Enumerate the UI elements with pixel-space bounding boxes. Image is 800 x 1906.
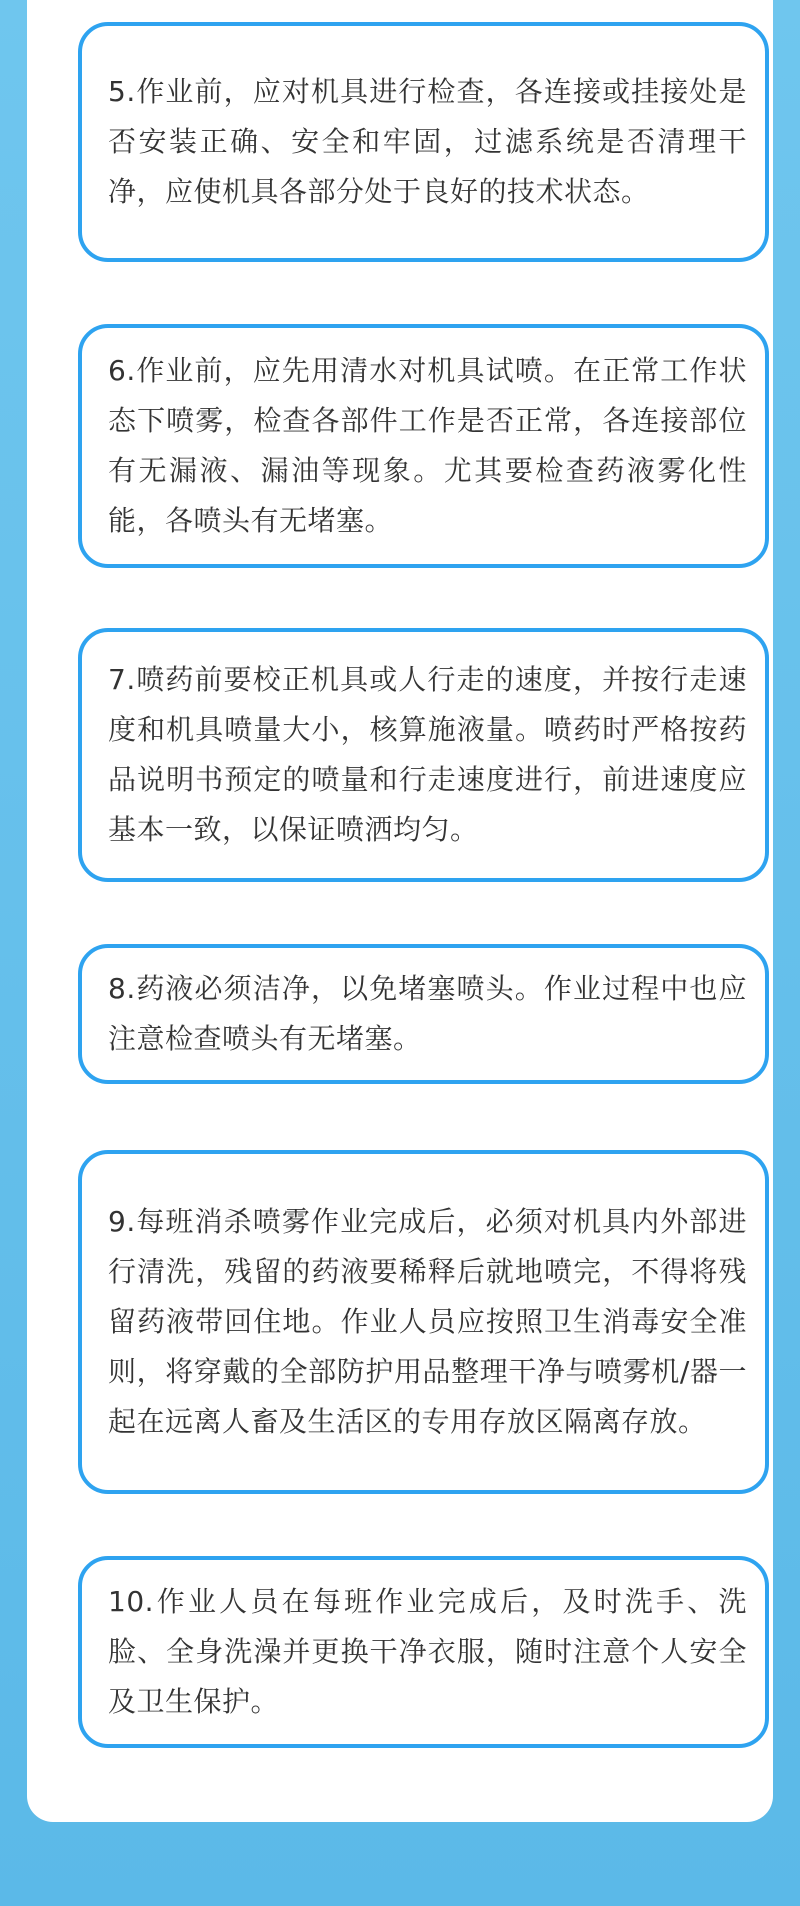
content-panel	[27, 0, 773, 1822]
item-card-6	[78, 324, 769, 568]
item-text: 5.作业前，应对机具进行检查，各连接或挂接处是否安装正确、安全和牢固，过滤系统是否清理干净，应使机具各部分处于良好的技术状态。	[108, 75, 747, 208]
item-card-9	[78, 1150, 769, 1494]
item-text: 6.作业前，应先用清水对机具试喷。在正常工作状态下喷雾，检查各部件工作是否正常，各连接部位有无漏液、漏油等现象。尤其要检查药液雾化性能，各喷头有无堵塞。	[108, 354, 747, 537]
item-card-5	[78, 22, 769, 262]
item-card-8	[78, 944, 769, 1084]
item-card-10	[78, 1556, 769, 1748]
item-text: 9.每班消杀喷雾作业完成后，必须对机具内外部进行清洗，残留的药液要稀释后就地喷完，不得将残留药液带回住地。作业人员应按照卫生消毒安全准则，将穿戴的全部防护用品整理干净与喷雾机/器一起在远离人畜及生活区的专用存放区隔离存放。	[108, 1205, 747, 1438]
item-text: 7.喷药前要校正机具或人行走的速度，并按行走速度和机具喷量大小，核算施液量。喷药时严格按药品说明书预定的喷量和行走速度进行，前进速度应基本一致，以保证喷洒均匀。	[108, 663, 747, 846]
item-text: 8.药液必须洁净，以免堵塞喷头。作业过程中也应注意检查喷头有无堵塞。	[108, 972, 747, 1055]
item-card-7	[78, 628, 769, 882]
item-text: 10.作业人员在每班作业完成后，及时洗手、洗脸、全身洗澡并更换干净衣服，随时注意个人安全及卫生保护。	[108, 1585, 747, 1718]
